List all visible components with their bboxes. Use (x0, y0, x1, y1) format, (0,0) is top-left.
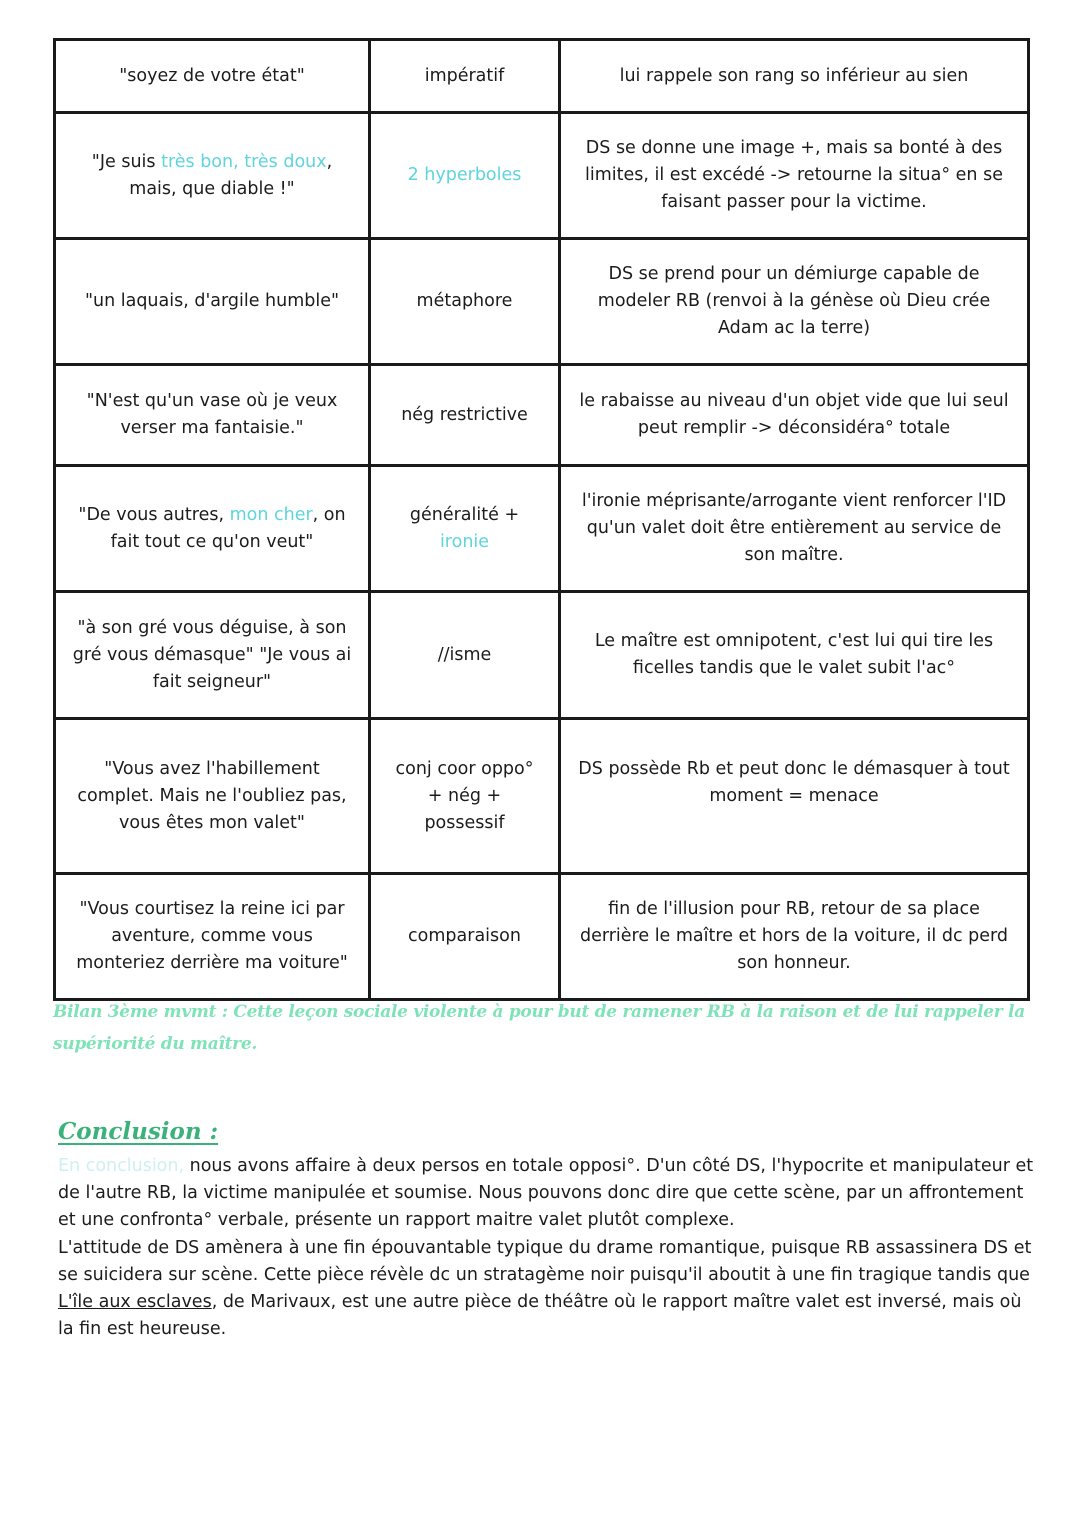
quote-cell: "un laquais, d'argile humble" (55, 239, 370, 365)
device-highlight: ironie (439, 531, 490, 552)
quote-highlight: très bon, très doux (161, 151, 327, 172)
quote-text: "Je suis (91, 151, 162, 172)
table-row (55, 365, 1029, 466)
device-cell: 2 hyperboles (370, 113, 560, 239)
conclusion-title: Conclusion : (58, 1118, 219, 1145)
conclusion-intro: En conclusion, (58, 1156, 185, 1176)
table-row (55, 40, 1029, 113)
analysis-cell: Le maître est omnipotent, c'est lui qui tire les ficelles tandis que le valet subit l'ac° (560, 592, 1029, 719)
quote-text: , on fait tout ce qu'on veut" (110, 504, 346, 552)
device-cell: conj coor oppo° + nég + possessif (370, 719, 560, 874)
bilan-note: Bilan 3ème mvmt : Cette leçon sociale violente à pour but de ramener RB à la raison et de lui rappeler la supériorité du maître. (53, 1002, 1025, 1054)
conclusion-paragraph-1: nous avons affaire à deux persos en totale opposi°. D'un côté DS, l'hypocrite et manipulateur et de l'autre RB, la victime manipulée et soumise. Nous pouvons donc dire que cette scène, par un affrontement et une confronta° verbale, présente un rapport maitre valet plutôt complexe. (58, 1156, 1034, 1231)
analysis-cell: DS se prend pour un démiurge capable de modeler RB (renvoi à la génèse où Dieu crée Adam ac la terre) (560, 239, 1029, 365)
analysis-cell: DS se donne une image +, mais sa bonté à des limites, il est excédé -> retourne la situa° en se faisant passer pour la victime. (560, 113, 1029, 239)
table-row (55, 874, 1029, 1000)
conclusion-paragraph-2: L'attitude de DS amènera à une fin épouvantable typique du drame romantique, puisque RB assassinera DS et se suicidera sur scène. Cette pièce révèle dc un stratagème noir puisqu'il aboutit à une fin tragique tandis que (58, 1237, 1032, 1285)
device-cell (370, 466, 560, 592)
device-cell: impératif (370, 40, 560, 113)
table-row (55, 239, 1029, 365)
play-title: L'île aux esclaves (58, 1292, 212, 1313)
quote-text: "De vous autres, (78, 504, 230, 525)
conclusion-paragraph-2-end: , de Marivaux, est une autre pièce de théâtre où le rapport maître valet est inversé, mais où la fin est heureuse. (58, 1292, 1022, 1340)
conclusion-text (58, 1153, 1038, 1343)
quote-cell: "Vous avez l'habillement complet. Mais ne l'oubliez pas, vous êtes mon valet" (55, 719, 370, 874)
device-cell: métaphore (370, 239, 560, 365)
quote-cell (55, 466, 370, 592)
table-row (55, 719, 1029, 874)
analysis-table (53, 38, 1030, 1001)
table-row (55, 466, 1029, 592)
quote-cell: "Vous courtisez la reine ici par aventure, comme vous monteriez derrière ma voiture" (55, 874, 370, 1000)
quote-highlight: mon cher (229, 504, 313, 525)
device-cell: comparaison (370, 874, 560, 1000)
device-cell: //isme (370, 592, 560, 719)
device-text: généralité + (409, 504, 520, 525)
quote-cell: "à son gré vous déguise, à son gré vous démasque" "Je vous ai fait seigneur" (55, 592, 370, 719)
table-row (55, 113, 1029, 239)
quote-cell (55, 113, 370, 239)
analysis-cell: le rabaisse au niveau d'un objet vide que lui seul peut remplir -> déconsidéra° totale (560, 365, 1029, 466)
quote-cell: "N'est qu'un vase où je veux verser ma fantaisie." (55, 365, 370, 466)
quote-text: , mais, que diable !" (129, 151, 333, 199)
analysis-cell: fin de l'illusion pour RB, retour de sa place derrière le maître et hors de la voiture, il dc perd son honneur. (560, 874, 1029, 1000)
analysis-cell: lui rappele son rang so inférieur au sien (560, 40, 1029, 113)
analysis-cell: l'ironie méprisante/arrogante vient renforcer l'ID qu'un valet doit être entièrement au service de son maître. (560, 466, 1029, 592)
analysis-cell: DS possède Rb et peut donc le démasquer à tout moment = menace (560, 719, 1029, 874)
quote-cell: "soyez de votre état" (55, 40, 370, 113)
table-row (55, 592, 1029, 719)
device-cell: nég restrictive (370, 365, 560, 466)
